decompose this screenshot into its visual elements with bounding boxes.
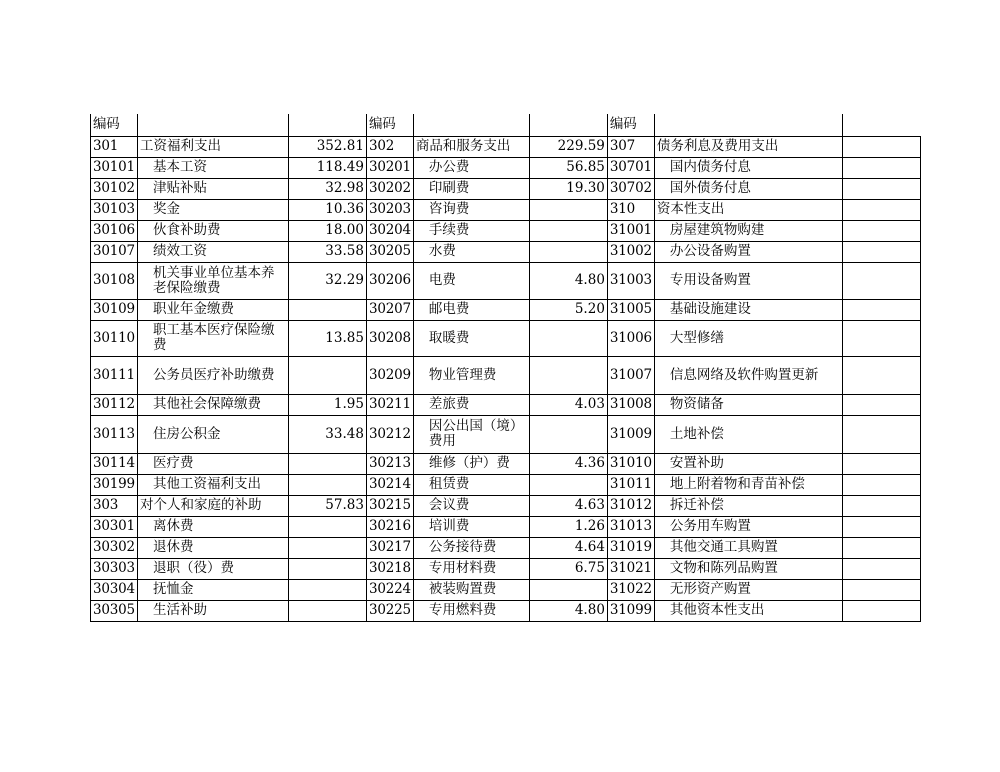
code-cell: 303: [91, 495, 138, 516]
table-row: [91, 262, 921, 299]
amount-cell: [529, 415, 607, 453]
amount-header: [529, 114, 607, 136]
item-name-cell: 地上附着物和青苗补偿: [654, 474, 842, 495]
code-header: 编码: [366, 114, 413, 136]
code-cell: 30212: [366, 415, 413, 453]
item-name-cell: 绩效工资: [137, 241, 288, 262]
amount-cell: 57.83: [288, 495, 366, 516]
item-name-cell: 被装购置费: [413, 579, 529, 600]
table-row: [91, 474, 921, 495]
item-name-cell: 其他交通工具购置: [654, 537, 842, 558]
amount-cell: 6.75: [529, 558, 607, 579]
table-row: [91, 579, 921, 600]
code-cell: 30207: [366, 299, 413, 320]
code-cell: 30102: [91, 178, 138, 199]
code-cell: 31002: [607, 241, 654, 262]
code-cell: 31019: [607, 537, 654, 558]
item-name-cell: 因公出国（境）费用: [413, 415, 529, 453]
item-name-cell: 工资福利支出: [137, 136, 288, 157]
amount-cell: 56.85: [529, 157, 607, 178]
amount-cell: [288, 537, 366, 558]
amount-cell: [529, 579, 607, 600]
code-cell: 30203: [366, 199, 413, 220]
amount-cell: [288, 299, 366, 320]
item-name-cell: 办公设备购置: [654, 241, 842, 262]
amount-cell: 5.20: [529, 299, 607, 320]
header-row: [91, 114, 921, 136]
amount-cell: [842, 537, 920, 558]
table-row: [91, 157, 921, 178]
amount-cell: [842, 320, 920, 356]
code-cell: 310: [607, 199, 654, 220]
amount-cell: 4.63: [529, 495, 607, 516]
code-cell: 30110: [91, 320, 138, 356]
code-header: 编码: [607, 114, 654, 136]
table-row: [91, 136, 921, 157]
item-name-cell: 医疗费: [137, 453, 288, 474]
code-cell: 30109: [91, 299, 138, 320]
amount-cell: 32.98: [288, 178, 366, 199]
code-cell: 30209: [366, 356, 413, 394]
item-name-cell: 拆迁补偿: [654, 495, 842, 516]
table-row: [91, 516, 921, 537]
amount-cell: [288, 356, 366, 394]
item-name-cell: 商品和服务支出: [413, 136, 529, 157]
amount-cell: 118.49: [288, 157, 366, 178]
code-cell: 30205: [366, 241, 413, 262]
item-name-cell: 无形资产购置: [654, 579, 842, 600]
code-cell: 302: [366, 136, 413, 157]
code-cell: 30701: [607, 157, 654, 178]
item-name-cell: 信息网络及软件购置更新: [654, 356, 842, 394]
table-row: [91, 320, 921, 356]
item-name-cell: 退职（役）费: [137, 558, 288, 579]
code-cell: 30201: [366, 157, 413, 178]
code-cell: 30103: [91, 199, 138, 220]
amount-cell: 1.95: [288, 394, 366, 415]
item-name-cell: 生活补助: [137, 600, 288, 621]
item-name-cell: 物业管理费: [413, 356, 529, 394]
name-header: [137, 114, 288, 136]
code-cell: 30101: [91, 157, 138, 178]
code-cell: 31022: [607, 579, 654, 600]
item-name-cell: 其他社会保障缴费: [137, 394, 288, 415]
code-cell: 31006: [607, 320, 654, 356]
amount-cell: [842, 474, 920, 495]
amount-cell: [842, 157, 920, 178]
item-name-cell: 土地补偿: [654, 415, 842, 453]
name-header: [413, 114, 529, 136]
table-row: [91, 453, 921, 474]
item-name-cell: 邮电费: [413, 299, 529, 320]
item-name-cell: 电费: [413, 262, 529, 299]
amount-cell: 32.29: [288, 262, 366, 299]
amount-cell: [842, 199, 920, 220]
code-header: 编码: [91, 114, 138, 136]
code-cell: 31099: [607, 600, 654, 621]
item-name-cell: 手续费: [413, 220, 529, 241]
item-name-cell: 培训费: [413, 516, 529, 537]
amount-header: [842, 114, 920, 136]
code-cell: 30305: [91, 600, 138, 621]
table-row: [91, 299, 921, 320]
amount-cell: 10.36: [288, 199, 366, 220]
code-cell: 307: [607, 136, 654, 157]
amount-cell: [288, 516, 366, 537]
item-name-cell: 专用材料费: [413, 558, 529, 579]
code-cell: 30208: [366, 320, 413, 356]
amount-cell: [529, 199, 607, 220]
table-row: [91, 495, 921, 516]
code-cell: 30107: [91, 241, 138, 262]
code-cell: 31007: [607, 356, 654, 394]
amount-cell: [842, 516, 920, 537]
amount-cell: [842, 241, 920, 262]
item-name-cell: 退休费: [137, 537, 288, 558]
item-name-cell: 公务员医疗补助缴费: [137, 356, 288, 394]
item-name-cell: 国外债务付息: [654, 178, 842, 199]
amount-cell: 4.80: [529, 600, 607, 621]
code-cell: 30216: [366, 516, 413, 537]
amount-cell: [842, 262, 920, 299]
amount-cell: [842, 579, 920, 600]
amount-cell: 352.81: [288, 136, 366, 157]
code-cell: 30106: [91, 220, 138, 241]
amount-cell: 19.30: [529, 178, 607, 199]
amount-cell: [529, 220, 607, 241]
code-cell: 31005: [607, 299, 654, 320]
code-cell: 30213: [366, 453, 413, 474]
expense-classification-table: [90, 114, 921, 622]
code-cell: 31013: [607, 516, 654, 537]
amount-cell: [842, 600, 920, 621]
code-cell: 30702: [607, 178, 654, 199]
table-row: [91, 394, 921, 415]
item-name-cell: 专用设备购置: [654, 262, 842, 299]
item-name-cell: 伙食补助费: [137, 220, 288, 241]
amount-cell: [288, 600, 366, 621]
amount-cell: [288, 453, 366, 474]
item-name-cell: 房屋建筑物购建: [654, 220, 842, 241]
amount-cell: 4.36: [529, 453, 607, 474]
code-cell: 31010: [607, 453, 654, 474]
code-cell: 31012: [607, 495, 654, 516]
item-name-cell: 其他工资福利支出: [137, 474, 288, 495]
table-row: [91, 220, 921, 241]
item-name-cell: 差旅费: [413, 394, 529, 415]
name-header: [654, 114, 842, 136]
item-name-cell: 大型修缮: [654, 320, 842, 356]
item-name-cell: 公务接待费: [413, 537, 529, 558]
code-cell: 30202: [366, 178, 413, 199]
item-name-cell: 会议费: [413, 495, 529, 516]
code-cell: 31003: [607, 262, 654, 299]
item-name-cell: 对个人和家庭的补助: [137, 495, 288, 516]
amount-cell: [529, 241, 607, 262]
amount-cell: [842, 220, 920, 241]
code-cell: 31008: [607, 394, 654, 415]
code-cell: 30302: [91, 537, 138, 558]
code-cell: 30113: [91, 415, 138, 453]
item-name-cell: 其他资本性支出: [654, 600, 842, 621]
amount-cell: [529, 474, 607, 495]
item-name-cell: 国内债务付息: [654, 157, 842, 178]
amount-cell: 4.03: [529, 394, 607, 415]
code-cell: 31011: [607, 474, 654, 495]
code-cell: 30301: [91, 516, 138, 537]
code-cell: 31001: [607, 220, 654, 241]
code-cell: 30111: [91, 356, 138, 394]
code-cell: 30215: [366, 495, 413, 516]
table-row: [91, 178, 921, 199]
amount-cell: 229.59: [529, 136, 607, 157]
item-name-cell: 印刷费: [413, 178, 529, 199]
item-name-cell: 专用燃料费: [413, 600, 529, 621]
item-name-cell: 办公费: [413, 157, 529, 178]
table-row: [91, 537, 921, 558]
amount-cell: [288, 474, 366, 495]
code-cell: 30218: [366, 558, 413, 579]
item-name-cell: 维修（护）费: [413, 453, 529, 474]
amount-header: [288, 114, 366, 136]
code-cell: 30217: [366, 537, 413, 558]
amount-cell: 33.48: [288, 415, 366, 453]
amount-cell: 18.00: [288, 220, 366, 241]
code-cell: 31009: [607, 415, 654, 453]
code-cell: 30303: [91, 558, 138, 579]
amount-cell: [842, 356, 920, 394]
amount-cell: 4.80: [529, 262, 607, 299]
amount-cell: [842, 558, 920, 579]
item-name-cell: 津贴补贴: [137, 178, 288, 199]
item-name-cell: 基本工资: [137, 157, 288, 178]
amount-cell: [842, 136, 920, 157]
code-cell: 30204: [366, 220, 413, 241]
item-name-cell: 基础设施建设: [654, 299, 842, 320]
amount-cell: 33.58: [288, 241, 366, 262]
code-cell: 30112: [91, 394, 138, 415]
amount-cell: [529, 320, 607, 356]
code-cell: 30304: [91, 579, 138, 600]
amount-cell: [842, 178, 920, 199]
amount-cell: [842, 299, 920, 320]
item-name-cell: 公务用车购置: [654, 516, 842, 537]
table-row: [91, 415, 921, 453]
item-name-cell: 资本性支出: [654, 199, 842, 220]
item-name-cell: 咨询费: [413, 199, 529, 220]
amount-cell: 13.85: [288, 320, 366, 356]
item-name-cell: 住房公积金: [137, 415, 288, 453]
item-name-cell: 水费: [413, 241, 529, 262]
amount-cell: [288, 579, 366, 600]
item-name-cell: 租赁费: [413, 474, 529, 495]
code-cell: 30108: [91, 262, 138, 299]
item-name-cell: 物资储备: [654, 394, 842, 415]
code-cell: 30225: [366, 600, 413, 621]
item-name-cell: 离休费: [137, 516, 288, 537]
table-row: [91, 241, 921, 262]
item-name-cell: 机关事业单位基本养老保险缴费: [137, 262, 288, 299]
amount-cell: [842, 394, 920, 415]
item-name-cell: 奖金: [137, 199, 288, 220]
code-cell: 30214: [366, 474, 413, 495]
amount-cell: [842, 495, 920, 516]
amount-cell: [529, 356, 607, 394]
amount-cell: 1.26: [529, 516, 607, 537]
item-name-cell: 安置补助: [654, 453, 842, 474]
table-row: [91, 558, 921, 579]
code-cell: 301: [91, 136, 138, 157]
amount-cell: [842, 415, 920, 453]
item-name-cell: 职业年金缴费: [137, 299, 288, 320]
code-cell: 30224: [366, 579, 413, 600]
amount-cell: [288, 558, 366, 579]
amount-cell: 4.64: [529, 537, 607, 558]
code-cell: 31021: [607, 558, 654, 579]
code-cell: 30211: [366, 394, 413, 415]
code-cell: 30199: [91, 474, 138, 495]
table-row: [91, 600, 921, 621]
item-name-cell: 职工基本医疗保险缴费: [137, 320, 288, 356]
item-name-cell: 债务利息及费用支出: [654, 136, 842, 157]
item-name-cell: 取暖费: [413, 320, 529, 356]
amount-cell: [842, 453, 920, 474]
table-row: [91, 356, 921, 394]
code-cell: 30206: [366, 262, 413, 299]
item-name-cell: 抚恤金: [137, 579, 288, 600]
code-cell: 30114: [91, 453, 138, 474]
item-name-cell: 文物和陈列品购置: [654, 558, 842, 579]
table-row: [91, 199, 921, 220]
